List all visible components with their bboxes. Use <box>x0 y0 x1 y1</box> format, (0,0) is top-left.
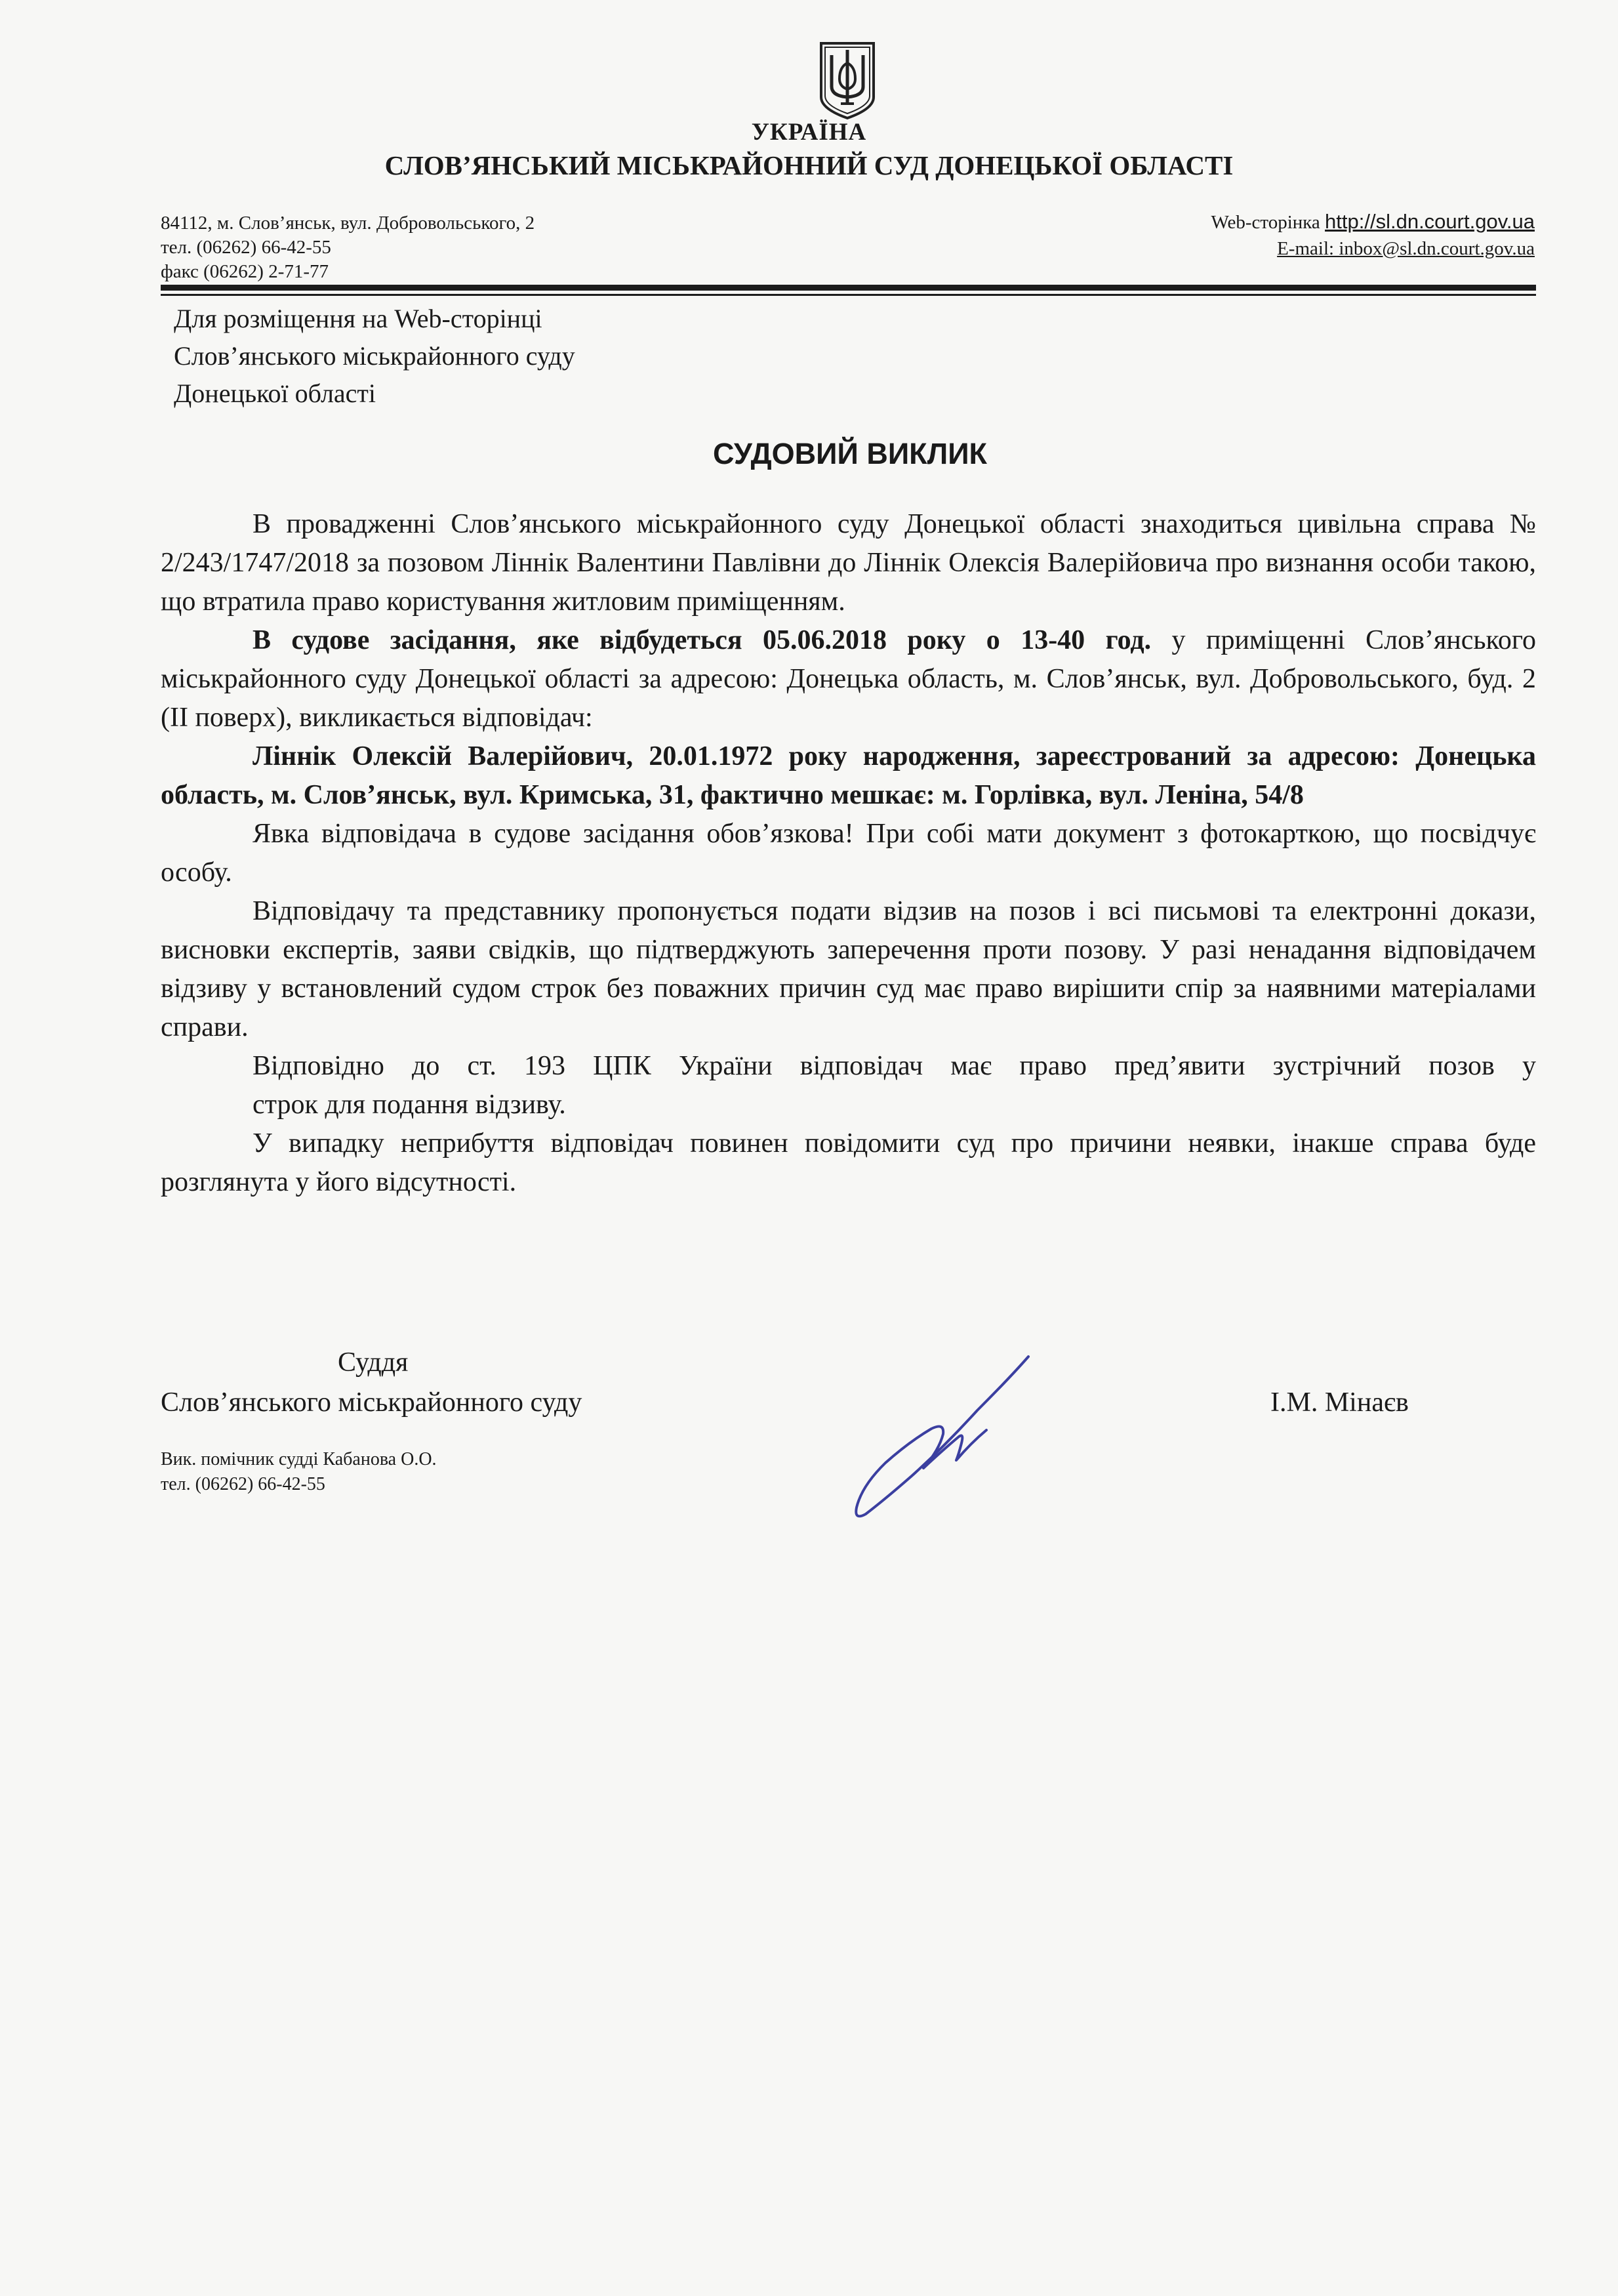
paragraph-counterclaim <box>161 1047 1536 1086</box>
paragraph-defendant: Ліннік Олексій Валерійович, 20.01.1972 року народження, зареєстрований за адресою: Донецька область, м. Слов’янськ, вул. Кримська, 31, фактично мешкає: м. Горлівка, вул. Леніна, 54/8 <box>161 741 1536 810</box>
document-body <box>161 505 1536 1202</box>
judge-label: Суддя <box>338 1347 409 1378</box>
court-web-contacts <box>1211 209 1535 262</box>
hearing-date: В судове засідання, яке відбудеться 05.06.2018 року о 13-40 год. <box>253 625 1152 655</box>
web-link[interactable]: http://sl.dn.court.gov.ua <box>1325 210 1535 233</box>
court-heading: СЛОВ’ЯНСЬКИЙ МІСЬКРАЙОННИЙ СУД ДОНЕЦЬКОЇ ОБЛАСТІ <box>384 150 1234 180</box>
paragraph-hearing <box>161 621 1536 737</box>
header-divider <box>161 285 1536 291</box>
counterclaim-line-1: Відповідно до ст. 193 ЦПК України відповідач має право пред’явити зустрічний позов у <box>253 1051 1536 1081</box>
placement-line-1: Для розміщення на Web-сторінці <box>174 304 542 333</box>
placement-line-2: Слов’янського міськрайонного суду <box>174 341 575 371</box>
paragraph-attendance: Явка відповідача в судове засідання обов’язкова! При собі мати документ з фотокарткою, що посвідчує особу. <box>161 819 1536 888</box>
assistant-name: Вик. помічник судді Кабанова О.О. <box>161 1449 437 1469</box>
web-label: Web-сторінка <box>1211 212 1320 233</box>
paragraph-response: Відповідачу та представнику пропонується подати відзив на позов і всі письмові та електронні докази, висновки експертів, заяви свідків, що підтверджують заперечення проти позову. У разі ненадання відповідачем відзиву у встановлений судом строк без поважних причин суд має право вирішити спір за наявними матеріалами справи. <box>161 896 1536 1042</box>
court-address: 84112, м. Слов’янськ, вул. Добровольського, 2 <box>161 213 535 234</box>
paragraph-case: В провадженні Слов’янського міськрайонного суду Донецької області знаходиться цивільна справа № 2/243/1747/2018 за позовом Ліннік Валентини Павлівни до Ліннік Олексія Валерійовича про визнання особи такою, що втратила право користування житловим приміщенням. <box>161 509 1536 617</box>
paragraph-absence: У випадку неприбуття відповідач повинен повідомити суд про причини неявки, інакше справа буде розглянута у його відсутності. <box>161 1128 1536 1197</box>
trident-icon <box>817 41 878 121</box>
placement-note <box>174 300 575 412</box>
email-link[interactable]: E-mail: inbox@sl.dn.court.gov.ua <box>1277 238 1535 259</box>
court-contacts <box>161 211 535 284</box>
country-heading: УКРАЇНА <box>751 119 867 146</box>
court-phone: тел. (06262) 66-42-55 <box>161 237 331 258</box>
hearing-location: у приміщенні Слов’янського міськрайонного суду Донецької області за адресою: Донецька область, м. Слов’янськ, вул. Добровольського, буд. 2 (ІІ поверх), викликається відповідач: <box>161 625 1537 733</box>
document-title: СУДОВИЙ ВИКЛИК <box>712 437 988 470</box>
header-divider-thin <box>161 294 1536 296</box>
judge-name: І.М. Мінаєв <box>1270 1387 1409 1418</box>
court-fax: факс (06262) 2-71-77 <box>161 261 329 282</box>
placement-line-3: Донецької області <box>174 379 376 408</box>
assistant-info <box>161 1447 437 1497</box>
counterclaim-line-2: строк для подання відзиву. <box>253 1090 566 1120</box>
assistant-phone: тел. (06262) 66-42-55 <box>161 1474 325 1494</box>
handwritten-signature <box>846 1351 1043 1522</box>
judge-court: Слов’янського міськрайонного суду <box>161 1387 582 1418</box>
